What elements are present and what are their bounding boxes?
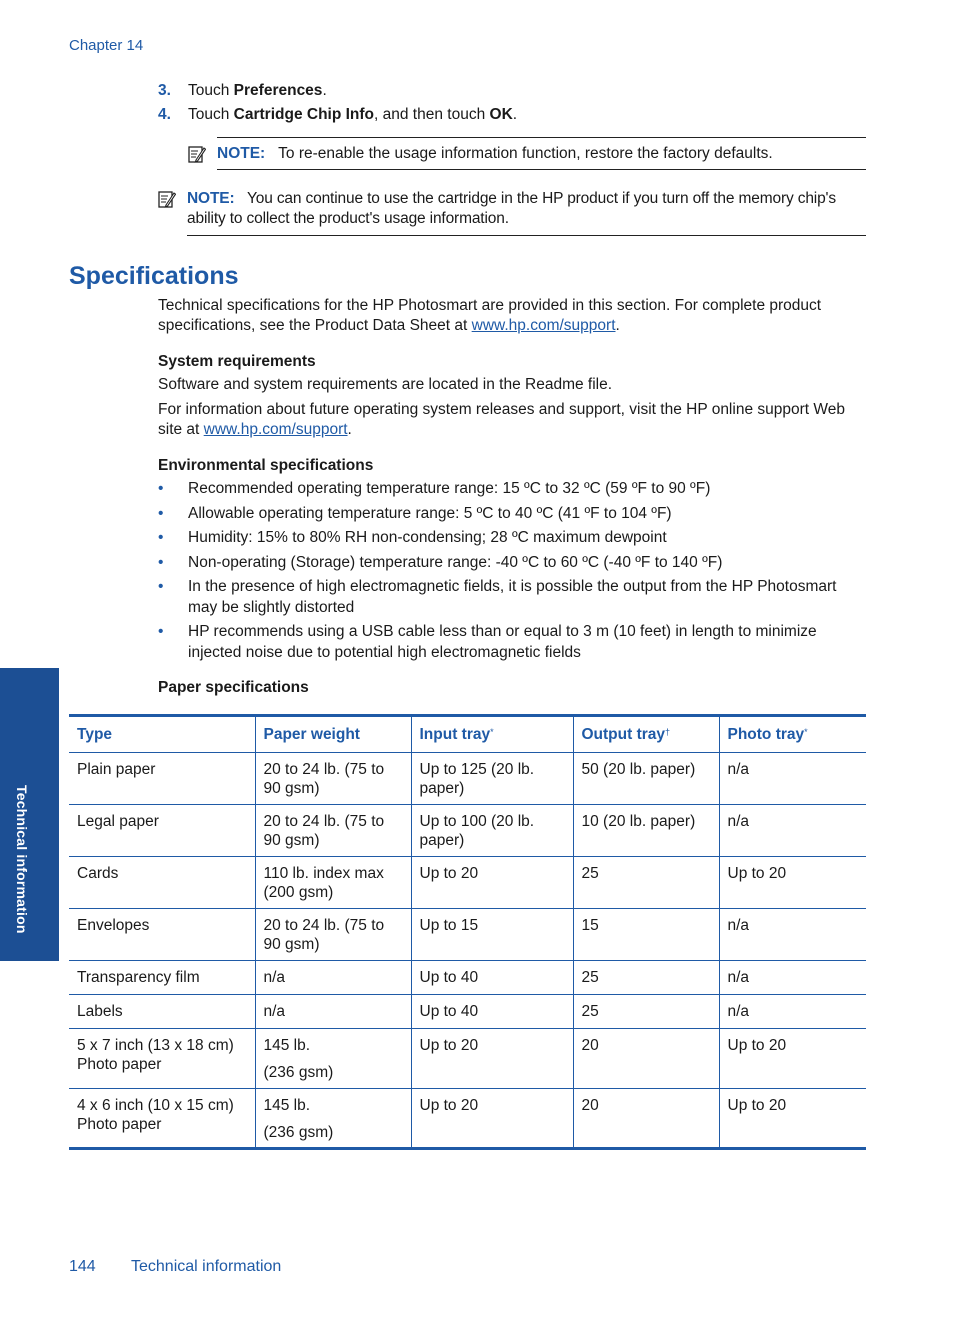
table-cell: 25	[573, 995, 719, 1029]
column-header-output-tray: Output tray†	[573, 716, 719, 753]
list-item-text: Humidity: 15% to 80% RH non-condensing; 28 ºC maximum dewpoint	[188, 529, 667, 546]
chapter-header: Chapter 14	[69, 37, 144, 54]
table-cell: Up to 20	[719, 1089, 866, 1149]
column-header-photo-tray: Photo tray*	[719, 716, 866, 753]
specifications-intro	[158, 296, 870, 336]
table-cell: n/a	[719, 753, 866, 805]
table-row	[69, 753, 866, 805]
step-text: Touch	[188, 82, 234, 99]
column-header-type: Type	[77, 726, 113, 743]
support-link[interactable]: www.hp.com/support	[471, 317, 616, 334]
paper-specifications-table	[69, 714, 866, 1150]
table-row	[69, 961, 866, 995]
table-cell: n/a	[255, 961, 411, 995]
table-cell: 25	[573, 857, 719, 909]
section-title: Specifications	[69, 262, 239, 290]
table-cell: Up to 20	[719, 857, 866, 909]
table-row	[69, 1089, 866, 1149]
step-number: 3.	[158, 82, 171, 99]
table-cell: Up to 100 (20 lb. paper)	[411, 805, 573, 857]
cell-subline: (236 gsm)	[263, 1063, 334, 1081]
table-cell: Plain paper	[77, 761, 156, 778]
system-requirements-support	[158, 400, 870, 440]
support-text: For information about future operating system releases and support, visit the HP online support Web site at	[158, 401, 845, 438]
table-cell: 20 to 24 lb. (75 to 90 gsm)	[255, 805, 411, 857]
intro-text: Technical specifications for the HP Photosmart are provided in this section. For complete product specifications, see the Product Data Sheet at	[158, 297, 822, 334]
table-cell: Up to 40	[411, 961, 573, 995]
table-cell: Cards	[77, 865, 119, 882]
intro-text: .	[615, 317, 620, 334]
note-rule-bottom	[217, 169, 866, 170]
table-cell: n/a	[719, 805, 866, 857]
table-cell: 20	[573, 1089, 719, 1149]
table-cell: 20 to 24 lb. (75 to 90 gsm)	[255, 909, 411, 961]
bullet-icon: •	[158, 505, 164, 522]
table-row	[69, 909, 866, 961]
list-item	[158, 622, 870, 663]
table-cell: Up to 15	[411, 909, 573, 961]
footnote-mark: *	[490, 727, 494, 737]
table-cell: Labels	[77, 1003, 123, 1020]
table-row	[69, 857, 866, 909]
table-row	[69, 1029, 866, 1089]
table-cell: 20 to 24 lb. (75 to 90 gsm)	[255, 753, 411, 805]
note-1	[217, 144, 877, 164]
list-item	[158, 479, 870, 500]
step-3	[158, 81, 868, 101]
footer-section-title: Technical information	[131, 1258, 282, 1275]
table-row	[69, 995, 866, 1029]
step-text: Touch	[188, 106, 234, 123]
note-label: NOTE:	[217, 145, 266, 162]
list-item-text: Allowable operating temperature range: 5 ºC to 40 ºC (41 ºF to 104 ºF)	[188, 505, 672, 522]
bullet-icon: •	[158, 554, 164, 571]
list-item	[158, 553, 870, 574]
list-item-text: Recommended operating temperature range: 15 ºC to 32 ºC (59 ºF to 90 ºF)	[188, 480, 711, 497]
table-cell: Up to 125 (20 lb. paper)	[411, 753, 573, 805]
step-bold-text: OK	[489, 106, 513, 123]
table-cell: 10 (20 lb. paper)	[573, 805, 719, 857]
system-requirements-text: Software and system requirements are located in the Readme file.	[158, 376, 613, 393]
note-label: NOTE:	[187, 190, 235, 207]
table-cell: 50 (20 lb. paper)	[573, 753, 719, 805]
column-header-input-tray: Input tray*	[411, 716, 573, 753]
step-bold-text: Preferences	[233, 82, 323, 99]
footnote-mark: *	[804, 727, 808, 737]
column-header-paper-weight: Paper weight	[255, 716, 411, 753]
table-cell: Up to 40	[411, 995, 573, 1029]
table-cell: Legal paper	[77, 813, 159, 830]
footnote-mark: †	[665, 727, 671, 737]
note-rule-bottom	[187, 235, 866, 236]
table-cell: n/a	[719, 995, 866, 1029]
list-item	[158, 504, 870, 525]
list-item	[158, 528, 870, 549]
table-cell: Transparency film	[77, 969, 200, 986]
system-requirements-heading: System requirements	[158, 353, 316, 370]
step-text: .	[322, 82, 327, 99]
bullet-icon: •	[158, 578, 164, 595]
side-tab-label: Technical information	[14, 785, 30, 934]
table-cell: 4 x 6 inch (10 x 15 cm) Photo paper	[77, 1097, 234, 1133]
table-header-row	[69, 716, 866, 753]
note-icon	[158, 190, 176, 209]
table-cell: Envelopes	[77, 917, 150, 934]
table-cell: 145 lb. (236 gsm)	[255, 1089, 411, 1149]
table-cell: 15	[573, 909, 719, 961]
list-item-text: Non-operating (Storage) temperature range: -40 ºC to 60 ºC (-40 ºF to 140 ºF)	[188, 554, 723, 571]
table-cell: Up to 20	[411, 1029, 573, 1089]
table-cell: n/a	[255, 995, 411, 1029]
note-text: To re-enable the usage information function, restore the factory defaults.	[278, 145, 773, 162]
note-text: You can continue to use the cartridge in the HP product if you turn off the memory chip's ability to collect the product's usage information.	[187, 190, 836, 227]
bullet-icon: •	[158, 529, 164, 546]
table-cell: Up to 20	[411, 857, 573, 909]
bullet-icon: •	[158, 623, 164, 640]
step-bold-text: Cartridge Chip Info	[233, 106, 375, 123]
note-2	[187, 189, 869, 229]
table-cell: 5 x 7 inch (13 x 18 cm) Photo paper	[77, 1037, 234, 1073]
note-icon	[188, 145, 206, 164]
environmental-heading: Environmental specifications	[158, 457, 374, 474]
step-4	[158, 105, 868, 125]
support-link[interactable]: www.hp.com/support	[203, 421, 348, 438]
table-cell: 25	[573, 961, 719, 995]
table-cell: n/a	[719, 909, 866, 961]
bullet-icon: •	[158, 480, 164, 497]
support-text: .	[347, 421, 352, 438]
table-cell: 145 lb. (236 gsm)	[255, 1029, 411, 1089]
list-item	[158, 577, 870, 618]
step-text: .	[512, 106, 518, 123]
cell-subline: (236 gsm)	[263, 1123, 334, 1141]
table-cell: Up to 20	[411, 1089, 573, 1149]
table-cell: 20	[573, 1029, 719, 1089]
list-item-text: HP recommends using a USB cable less than or equal to 3 m (10 feet) in length to minimize injected noise due to potential high electromagnetic fields	[188, 623, 817, 661]
page-number: 144	[69, 1258, 96, 1275]
list-item-text: In the presence of high electromagnetic fields, it is possible the output from the HP Photosmart may be slightly distorted	[188, 578, 837, 616]
table-row	[69, 805, 866, 857]
step-number: 4.	[158, 106, 171, 123]
step-text: , and then touch	[374, 106, 490, 123]
table-cell: n/a	[719, 961, 866, 995]
note-rule-top	[217, 137, 866, 138]
paper-specifications-heading: Paper specifications	[158, 679, 309, 696]
table-cell: 110 lb. index max (200 gsm)	[255, 857, 411, 909]
table-cell: Up to 20	[719, 1029, 866, 1089]
